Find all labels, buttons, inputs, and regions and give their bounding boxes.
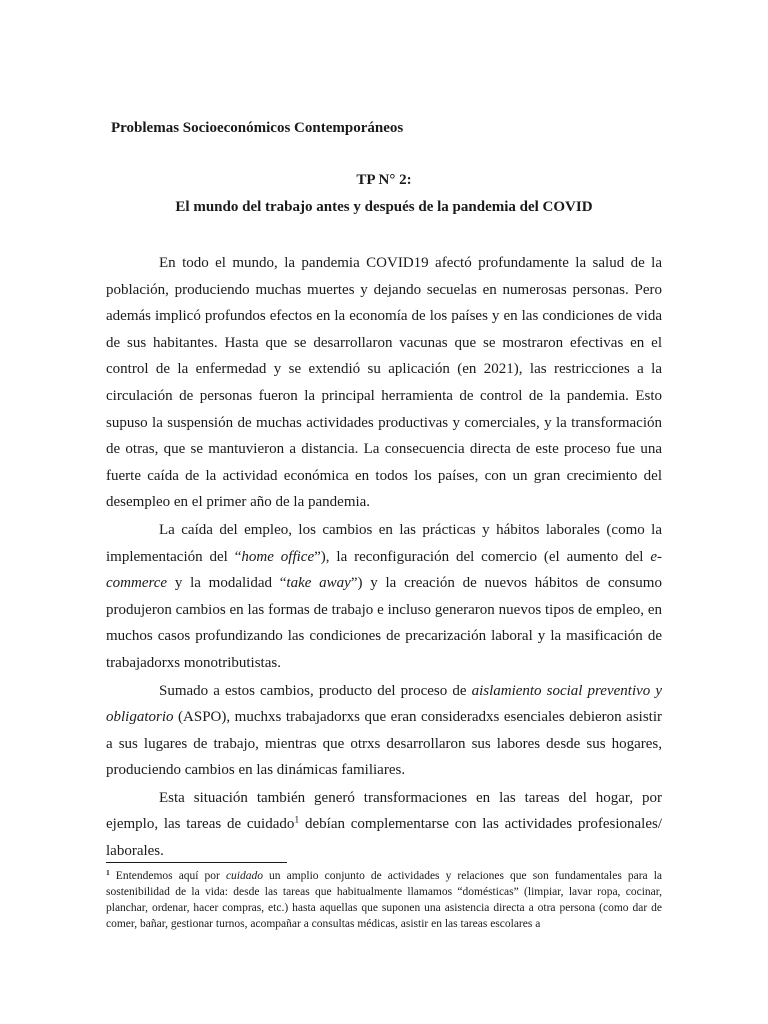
home-office-term: home office bbox=[241, 548, 315, 565]
cuidado-term: cuidado bbox=[225, 870, 263, 882]
paragraph-2: La caída del empleo, los cambios en las prácticas y hábitos laborales (como la implementación del “home office”), la reconfiguración del comercio (el aumento del e-commerce y la modalidad “take away”) y la creación de nuevos hábitos de consumo produjeron cambios en las formas de trabajo e incluso generaron nuevos tipos de empleo, en muchos casos profundizando las condiciones de precarización laboral y la masificación de trabajadorxs monotributistas. bbox=[106, 521, 662, 671]
footnote-reference[interactable]: 1 bbox=[294, 815, 300, 827]
tp-number: TP N° 2: bbox=[356, 172, 412, 188]
paragraph-4: Esta situación también generó transformaciones en las tareas del hogar, por ejemplo, las tareas de cuidado$^1$ debían complementarse con las actividades profesionales/ laborales. bbox=[106, 789, 662, 860]
paragraph-3: Sumado a estos cambios, producto del proceso de aislamiento social preventivo y obligatorio (ASPO), muchxs trabajadorxs que eran consideradxs esenciales debieron asistir a sus lugares de trabajo, mientras que otrxs desarrollaron sus labores desde sus hogares, produciendo cambios en las dinámicas familiares. bbox=[106, 682, 662, 779]
paragraph-1: En todo el mundo, la pandemia COVID19 afectó profundamente la salud de la población, produciendo muchas muertes y dejando secuelas en numerosas personas. Pero además implicó profundos efectos en la economía de los países y en las condiciones de vida de sus habitantes. Hasta que se desarrollaron vacunas que se mostraron efectivas en el control de la enfermedad y se extendió su aplicación (en 2021), las restricciones a la circulación de personas fueron la principal herramienta de control de la pandemia. Esto supuso la suspensión de muchas actividades productivas y comerciales, y la transformación de otras, que se mantuvieron a distancia. La consecuencia directa de este proceso fue una fuerte caída de la actividad económica en todos los países, con un gran crecimiento del desempleo en el primer año de la pandemia. bbox=[106, 255, 662, 511]
body-text bbox=[106, 250, 662, 866]
course-title: Problemas Socioeconómicos Contemporáneos bbox=[111, 120, 404, 136]
footnote-1: $^1$ Entendemos aquí por cuidado un amplio conjunto de actividades y relaciones que son fundamentales para la sostenibilidad de la vida: desde las tareas que habitualmente llamamos “domésticas” (limpiar, lavar ropa, cocinar, planchar, ordenar, hacer compras, etc.) hasta aquellas que suponen una asistencia directa a otra persona (como dar de comer, bañar, gestionar turnos, acompañar a consultas médicas, asistir en las tareas escolares a bbox=[106, 867, 662, 930]
aspo-term: aislamiento social preventivo y obligatorio bbox=[106, 682, 662, 726]
document-title: El mundo del trabajo antes y después de la pandemia del COVID bbox=[175, 199, 593, 215]
footnote-divider bbox=[106, 862, 287, 863]
take-away-term: take away bbox=[286, 575, 351, 592]
e-commerce-term: e-commerce bbox=[106, 548, 662, 592]
footnote-number: 1 bbox=[106, 867, 110, 877]
